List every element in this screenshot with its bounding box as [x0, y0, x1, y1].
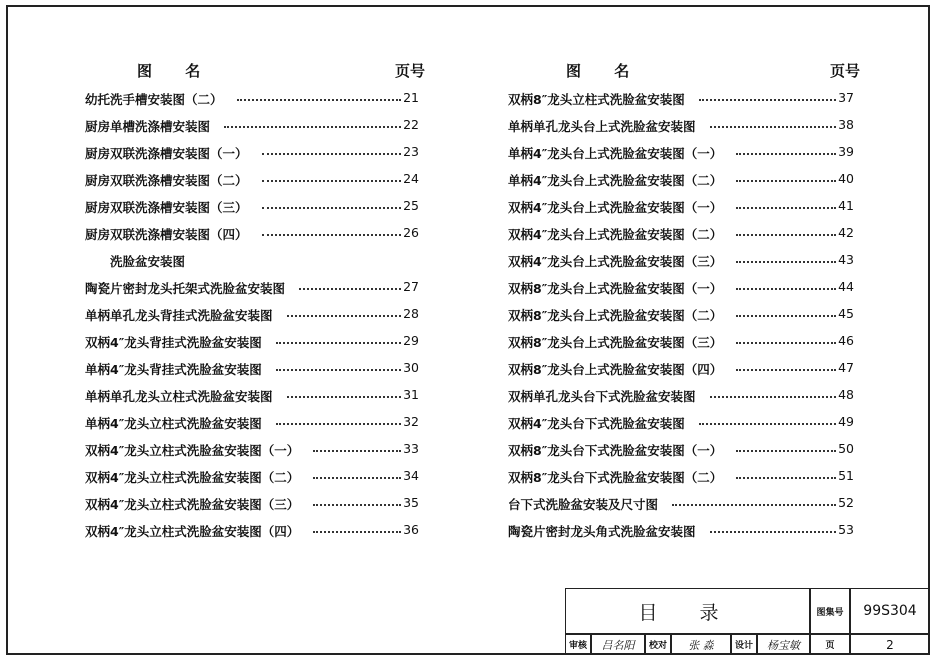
toc-entry [85, 138, 425, 165]
toc-entry [85, 300, 425, 327]
toc-entry [508, 219, 860, 246]
dot-leader [672, 504, 836, 506]
toc-entry [85, 273, 425, 300]
toc-entry [85, 435, 425, 462]
dot-leader [313, 477, 401, 479]
dot-leader [276, 342, 401, 344]
toc-entry-page: 34 [403, 468, 419, 483]
toc-entry [508, 435, 860, 462]
dot-leader [736, 180, 836, 182]
header-name: 图 名 [566, 62, 644, 80]
dot-leader [276, 423, 401, 425]
dot-leader [299, 288, 401, 290]
toc-entry [85, 354, 425, 381]
dot-leader [710, 531, 836, 533]
dot-leader [313, 450, 401, 452]
toc-entry [508, 489, 860, 516]
toc-entry-title: 陶瓷片密封龙头角式洗脸盆安装图 [508, 524, 696, 539]
toc-entry-page: 28 [403, 306, 419, 321]
toc-entry-title: 厨房双联洗涤槽安装图（一） [85, 146, 248, 161]
check-label: 校对 [645, 634, 671, 655]
review-label: 审核 [565, 634, 591, 655]
toc-entry-page: 23 [403, 144, 419, 159]
toc-entry-title: 单柄单孔龙头背挂式洗脸盆安装图 [85, 308, 273, 323]
toc-entry [85, 192, 425, 219]
toc-entry [508, 246, 860, 273]
toc-entry-page: 26 [403, 225, 419, 240]
dot-leader [736, 342, 836, 344]
toc-entry [508, 273, 860, 300]
toc-entry-page: 43 [838, 252, 854, 267]
toc-entry-title: 陶瓷片密封龙头托架式洗脸盆安装图 [85, 281, 286, 296]
dot-leader [313, 531, 401, 533]
toc-right-header [508, 60, 860, 84]
design-signature: 杨宝敏 [757, 634, 810, 655]
toc-entry-page: 50 [838, 441, 854, 456]
toc-entry [508, 462, 860, 489]
dot-leader [710, 396, 836, 398]
dot-leader [736, 315, 836, 317]
toc-entry-title: 双柄4″龙头台上式洗脸盆安装图（一） [508, 200, 723, 215]
toc-entry-page: 31 [403, 387, 419, 402]
toc-entry-page: 37 [838, 90, 854, 105]
dot-leader [237, 99, 401, 101]
toc-entry-title: 双柄8″龙头台上式洗脸盆安装图（一） [508, 281, 723, 296]
toc-entry [85, 84, 425, 111]
toc-entry [85, 462, 425, 489]
toc-entry-page: 30 [403, 360, 419, 375]
dot-leader [736, 261, 836, 263]
toc-entry-title: 双柄8″龙头台上式洗脸盆安装图（二） [508, 308, 723, 323]
toc-section-heading [85, 246, 425, 273]
toc-entry [85, 165, 425, 192]
header-page: 页号 [829, 62, 860, 80]
toc-entry-page: 45 [838, 306, 854, 321]
toc-entry [508, 408, 860, 435]
review-signature: 吕名阳 [591, 634, 645, 655]
toc-entry-page: 48 [838, 387, 854, 402]
toc-entry-page: 32 [403, 414, 419, 429]
dot-leader [699, 423, 836, 425]
page-label: 页 [810, 634, 850, 655]
dot-leader [262, 180, 401, 182]
toc-entry-title: 双柄4″龙头台上式洗脸盆安装图（二） [508, 227, 723, 242]
toc-entry-page: 46 [838, 333, 854, 348]
toc-entry-title: 双柄单孔龙头台下式洗脸盆安装图 [508, 389, 696, 404]
toc-entry [85, 489, 425, 516]
design-label: 设计 [731, 634, 757, 655]
toc-entry-page: 40 [838, 171, 854, 186]
dot-leader [736, 234, 836, 236]
toc-entry-page: 35 [403, 495, 419, 510]
toc-entry-title: 双柄4″龙头立柱式洗脸盆安装图（一） [85, 443, 300, 458]
toc-entry [85, 408, 425, 435]
toc-entry-title: 厨房单槽洗涤槽安装图 [85, 119, 211, 134]
dot-leader [699, 99, 836, 101]
toc-entry-page: 52 [838, 495, 854, 510]
dot-leader [736, 477, 836, 479]
toc-entry [508, 300, 860, 327]
atlas-number: 99S304 [850, 588, 930, 634]
toc-entry-title: 厨房双联洗涤槽安装图（四） [85, 227, 248, 242]
toc-entry [508, 354, 860, 381]
title-block [565, 588, 930, 655]
toc-entry [508, 381, 860, 408]
toc-entry-title: 单柄4″龙头台上式洗脸盆安装图（二） [508, 173, 723, 188]
toc-entry-title: 厨房双联洗涤槽安装图（三） [85, 200, 248, 215]
toc-entry-title: 双柄4″龙头立柱式洗脸盆安装图（二） [85, 470, 300, 485]
toc-entry-title: 双柄8″龙头立柱式洗脸盆安装图 [508, 92, 685, 107]
toc-entry-title: 台下式洗脸盆安装及尺寸图 [508, 497, 659, 512]
dot-leader [736, 207, 836, 209]
toc-right-column [508, 60, 860, 543]
toc-entry-title: 双柄8″龙头台下式洗脸盆安装图（二） [508, 470, 723, 485]
header-page: 页号 [394, 62, 425, 80]
toc-entry [508, 111, 860, 138]
dot-leader [736, 288, 836, 290]
toc-entry-title: 洗脸盆安装图 [110, 254, 186, 269]
dot-leader [736, 153, 836, 155]
toc-entry [85, 219, 425, 246]
toc-entry [85, 327, 425, 354]
toc-entry-title: 双柄4″龙头台下式洗脸盆安装图 [508, 416, 685, 431]
toc-entry-page: 39 [838, 144, 854, 159]
dot-leader [224, 126, 401, 128]
check-signature: 张 淼 [671, 634, 731, 655]
dot-leader [262, 207, 401, 209]
toc-entry [508, 138, 860, 165]
toc-left-header [85, 60, 425, 84]
header-name: 图 名 [137, 62, 215, 80]
toc-entry-page: 29 [403, 333, 419, 348]
dot-leader [710, 126, 836, 128]
toc-entry-title: 幼托洗手槽安装图（二） [85, 92, 223, 107]
toc-entry [508, 192, 860, 219]
toc-entry-page: 27 [403, 279, 419, 294]
dot-leader [313, 504, 401, 506]
toc-entry-page: 25 [403, 198, 419, 213]
dot-leader [276, 369, 401, 371]
toc-entry-title: 单柄单孔龙头台上式洗脸盆安装图 [508, 119, 696, 134]
atlas-label: 图集号 [810, 588, 850, 634]
dot-leader [287, 396, 401, 398]
dot-leader [262, 234, 401, 236]
toc-entry-title: 双柄4″龙头立柱式洗脸盆安装图（四） [85, 524, 300, 539]
toc-entry-page: 38 [838, 117, 854, 132]
dot-leader [287, 315, 401, 317]
toc-entry-title: 单柄单孔龙头立柱式洗脸盆安装图 [85, 389, 273, 404]
toc-entry [85, 381, 425, 408]
toc-entry [85, 111, 425, 138]
toc-entry-title: 双柄4″龙头背挂式洗脸盆安装图 [85, 335, 262, 350]
toc-entry-page: 33 [403, 441, 419, 456]
toc-left-column [85, 60, 425, 543]
dot-leader [736, 450, 836, 452]
toc-entry [85, 516, 425, 543]
toc-entry-page: 49 [838, 414, 854, 429]
toc-entry [508, 84, 860, 111]
toc-entry-title: 双柄8″龙头台下式洗脸盆安装图（一） [508, 443, 723, 458]
dot-leader [736, 369, 836, 371]
toc-entry-page: 21 [403, 90, 419, 105]
toc-entry-title: 单柄4″龙头台上式洗脸盆安装图（一） [508, 146, 723, 161]
toc-entry-page: 53 [838, 522, 854, 537]
toc-entry [508, 327, 860, 354]
toc-entry-title: 双柄8″龙头台上式洗脸盆安装图（四） [508, 362, 723, 377]
toc-entry-page: 22 [403, 117, 419, 132]
toc-entry-title: 双柄4″龙头立柱式洗脸盆安装图（三） [85, 497, 300, 512]
toc-entry-title: 厨房双联洗涤槽安装图（二） [85, 173, 248, 188]
toc-entry-page: 24 [403, 171, 419, 186]
toc-entry-title: 单柄4″龙头背挂式洗脸盆安装图 [85, 362, 262, 377]
toc-entry-title: 单柄4″龙头立柱式洗脸盆安装图 [85, 416, 262, 431]
toc-entry-title: 双柄4″龙头台上式洗脸盆安装图（三） [508, 254, 723, 269]
toc-entry-title: 双柄8″龙头台上式洗脸盆安装图（三） [508, 335, 723, 350]
toc-entry [508, 516, 860, 543]
toc-entry [508, 165, 860, 192]
toc-entry-page: 41 [838, 198, 854, 213]
toc-entry-page: 36 [403, 522, 419, 537]
toc-entry-page: 42 [838, 225, 854, 240]
toc-entry-page: 51 [838, 468, 854, 483]
title-block-title: 目 录 [565, 588, 810, 634]
page-number: 2 [850, 634, 930, 655]
dot-leader [262, 153, 401, 155]
toc-entry-page: 47 [838, 360, 854, 375]
toc-entry-page: 44 [838, 279, 854, 294]
